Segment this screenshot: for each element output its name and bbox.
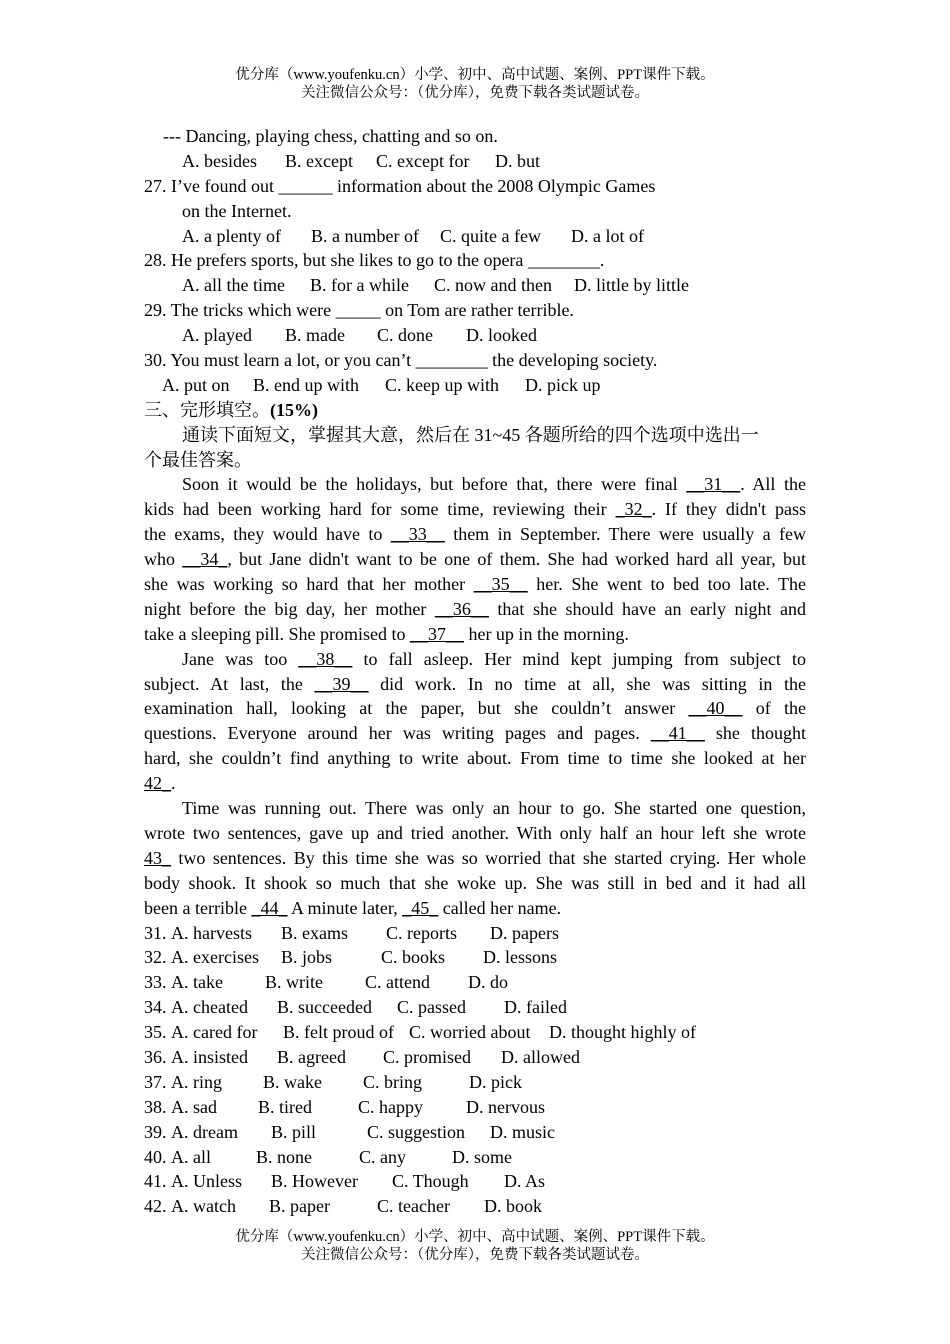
answer-option-c: C. teacher <box>377 1196 450 1217</box>
answer-option-b: B. agreed <box>277 1046 346 1067</box>
answer-option-b: B. wake <box>263 1071 322 1092</box>
answer-option-a: A. watch <box>171 1196 236 1217</box>
passage-p2-line-6: 42_. <box>144 773 176 794</box>
q29-option-c: C. done <box>377 325 433 346</box>
answer-options-row <box>144 995 806 1020</box>
q29-option-d: D. looked <box>466 325 537 346</box>
q27-option-d: D. a lot of <box>571 225 644 246</box>
answer-option-b: B. none <box>256 1146 312 1167</box>
answer-option-c: C. Though <box>392 1171 469 1192</box>
answer-option-a: A. ring <box>171 1071 222 1092</box>
answer-option-b: B. tired <box>258 1096 312 1117</box>
q26-option-d: D. but <box>495 150 540 171</box>
footer-line-1: 优分库（www.youfenku.cn）小学、初中、高中试题、案例、PPT课件下载。 <box>235 1229 715 1245</box>
question-number: 38. <box>144 1096 167 1117</box>
passage-p3-line-3: 43_ two sentences. By this time she was so worried that she started crying. Her whole <box>144 847 806 868</box>
q26-option-b: B. except <box>285 150 353 171</box>
section3-title-text: 三、完形填空。 <box>144 399 270 420</box>
q27-stem-cont: on the Internet. <box>182 200 292 221</box>
blank-42: 42_ <box>144 773 171 794</box>
answer-options-row <box>144 945 806 970</box>
q28-option-c: C. now and then <box>434 275 552 296</box>
q27-option-b: B. a number of <box>311 225 419 246</box>
answer-option-b: B. However <box>271 1171 358 1192</box>
answer-option-c: C. bring <box>363 1071 423 1092</box>
answer-option-c: C. promised <box>383 1046 471 1067</box>
blank-36: __36__ <box>434 598 489 619</box>
passage-p1-line-5: she was working so hard that her mother __35__ her. She went to bed too late. The <box>144 574 806 595</box>
answer-option-a: A. exercises <box>171 947 259 968</box>
q28-option-a: A. all the time <box>182 275 285 296</box>
answer-option-a: A. sad <box>171 1096 217 1117</box>
answer-option-c: C. any <box>359 1146 406 1167</box>
page-footer <box>0 1228 950 1264</box>
blank-34: __34_ <box>182 549 228 570</box>
exam-content <box>144 124 806 1219</box>
answer-options-row <box>144 1120 806 1145</box>
answer-options-row <box>144 1045 806 1070</box>
q26-options <box>144 149 806 174</box>
passage-p2-line-4: questions. Everyone around her was writing pages and pages. __41__ she thought <box>144 723 806 744</box>
q28-option-b: B. for a while <box>310 275 409 296</box>
q28-stem: 28. He prefers sports, but she likes to go to the opera ________. <box>144 250 605 271</box>
answer-options-row <box>144 1169 806 1194</box>
answer-option-a: A. cheated <box>171 997 248 1018</box>
answer-options-row <box>144 1070 806 1095</box>
question-number: 34. <box>144 997 167 1018</box>
answer-option-a: A. insisted <box>171 1046 249 1067</box>
answer-option-d: D. do <box>468 972 508 993</box>
answer-option-b: B. jobs <box>281 947 333 968</box>
answer-option-b: B. exams <box>281 922 348 943</box>
blank-37: __37__ <box>409 623 464 644</box>
answer-options-row <box>144 1145 806 1170</box>
q30-stem: 30. You must learn a lot, or you can’t ________ the developing society. <box>144 350 658 371</box>
passage-p2-line-3: examination hall, looking at the paper, but she couldn’t answer __40__ of the <box>144 698 806 719</box>
answer-option-d: D. music <box>490 1121 555 1142</box>
answer-options-row <box>144 970 806 995</box>
q29-stem: 29. The tricks which were _____ on Tom are rather terrible. <box>144 300 574 321</box>
passage-p1-line-6: night before the big day, her mother __36__ that she should have an early night and <box>144 598 806 619</box>
answer-option-d: D. lessons <box>483 947 558 968</box>
answer-option-c: C. books <box>381 947 446 968</box>
answer-option-d: D. papers <box>490 922 559 943</box>
header-line-1: 优分库（www.youfenku.cn）小学、初中、高中试题、案例、PPT课件下载。 <box>235 67 715 83</box>
section3-title <box>144 398 806 423</box>
question-number: 37. <box>144 1071 167 1092</box>
question-number: 42. <box>144 1196 167 1217</box>
section3-instruction-2: 个最佳答案。 <box>144 449 252 470</box>
blank-43: 43_ <box>144 847 171 868</box>
answer-option-b: B. felt proud of <box>283 1022 394 1043</box>
answer-options-row <box>144 1194 806 1219</box>
passage-p2-line-1: Jane was too __38__ to fall asleep. Her mind kept jumping from subject to <box>182 648 806 669</box>
passage-p1-line-2: kids had been working hard for some time, reviewing their _32_. If they didn't pass <box>144 499 806 520</box>
section3-instruction-1: 通读下面短文，掌握其大意，然后在 31~45 各题所给的四个选项中选出一 <box>182 424 759 445</box>
q30-options <box>144 373 806 398</box>
answer-option-d: D. allowed <box>501 1046 580 1067</box>
answer-option-c: C. passed <box>397 997 466 1018</box>
answer-option-c: C. happy <box>358 1096 423 1117</box>
blank-44: _44_ <box>251 897 288 918</box>
q28-options <box>144 273 806 298</box>
blank-35: __35__ <box>473 574 528 595</box>
blank-41: __41__ <box>650 723 705 744</box>
passage-p2-line-2: subject. At last, the __39__ did work. In no time at all, she was sitting in the <box>144 673 806 694</box>
passage-p1-line-3: the exams, they would have to __33__ them in September. There were usually a few <box>144 524 806 545</box>
answer-option-a: A. harvests <box>171 922 252 943</box>
blank-45: _45_ <box>402 897 439 918</box>
question-number: 36. <box>144 1046 167 1067</box>
q26-option-c: C. except for <box>376 150 470 171</box>
passage-p3-line-5: been a terrible _44_ A minute later, _45_ called her name. <box>144 897 562 918</box>
section3-score: (15%) <box>270 399 318 420</box>
passage-p3-line-2: wrote two sentences, gave up and tried another. With only half an hour left she wrote <box>144 822 806 843</box>
blank-40: __40__ <box>688 698 743 719</box>
answer-options-row <box>144 921 806 946</box>
q28-option-d: D. little by little <box>574 275 689 296</box>
blank-33: __33__ <box>390 524 445 545</box>
answer-option-c: C. reports <box>386 922 457 943</box>
answer-option-a: A. take <box>171 972 223 993</box>
question-number: 39. <box>144 1121 167 1142</box>
answer-option-d: D. nervous <box>466 1096 545 1117</box>
q29-option-b: B. made <box>285 325 345 346</box>
answer-option-d: D. some <box>452 1146 512 1167</box>
blank-39: __39__ <box>314 673 369 694</box>
answer-option-b: B. succeeded <box>277 997 372 1018</box>
q30-option-c: C. keep up with <box>385 374 499 395</box>
answer-option-c: C. suggestion <box>367 1121 466 1142</box>
q30-option-b: B. end up with <box>253 374 359 395</box>
q27-options <box>144 224 806 249</box>
question-number: 33. <box>144 972 167 993</box>
passage-p3-line-4: body shook. It shook so much that she woke up. She was still in bed and it had all <box>144 872 806 893</box>
q26-option-a: A. besides <box>182 150 257 171</box>
footer-line-2: 关注微信公众号：（优分库），免费下载各类试题试卷。 <box>301 1247 649 1263</box>
answer-option-a: A. cared for <box>171 1022 258 1043</box>
question-number: 32. <box>144 947 167 968</box>
answer-option-d: D. pick <box>469 1071 522 1092</box>
answer-option-c: C. worried about <box>409 1022 531 1043</box>
answer-option-d: D. thought highly of <box>549 1022 696 1043</box>
answer-option-b: B. write <box>265 972 323 993</box>
passage-p1-line-4: who __34_, but Jane didn't want to be one of them. She had worked hard all year, but <box>144 549 806 570</box>
passage-p1-line-1: Soon it would be the holidays, but before that, there were final __31__. All the <box>182 474 806 495</box>
question-number: 35. <box>144 1022 167 1043</box>
q29-options <box>144 323 806 348</box>
q29-option-a: A. played <box>182 325 252 346</box>
passage-p1-line-7: take a sleeping pill. She promised to __37__ her up in the morning. <box>144 623 629 644</box>
answer-option-b: B. pill <box>271 1121 317 1142</box>
question-number: 40. <box>144 1146 167 1167</box>
q27-stem: 27. I’ve found out ______ information about the 2008 Olympic Games <box>144 175 656 196</box>
answer-option-a: A. dream <box>171 1121 238 1142</box>
passage-p3-line-1: Time was running out. There was only an hour to go. She started one question, <box>182 798 806 819</box>
q27-option-c: C. quite a few <box>440 225 541 246</box>
answer-options-row <box>144 1095 806 1120</box>
answer-option-d: D. As <box>504 1171 546 1192</box>
answer-options-row <box>144 1020 806 1045</box>
question-number: 41. <box>144 1171 167 1192</box>
header-line-2: 关注微信公众号：（优分库），免费下载各类试题试卷。 <box>301 85 649 101</box>
q30-option-a: A. put on <box>162 374 230 395</box>
q30-option-d: D. pick up <box>525 374 601 395</box>
answer-option-a: A. Unless <box>171 1171 242 1192</box>
blank-31: __31__ <box>686 474 741 495</box>
blank-32: _32_ <box>615 499 652 520</box>
answer-option-c: C. attend <box>365 972 430 993</box>
page-header <box>0 66 950 102</box>
answer-option-d: D. failed <box>504 997 567 1018</box>
q27-option-a: A. a plenty of <box>182 225 281 246</box>
blank-38: __38__ <box>298 648 353 669</box>
answer-options-list <box>144 921 806 1220</box>
passage-p2-line-5: hard, she couldn’t find anything to write about. From time to time she looked at her <box>144 748 806 769</box>
q26-answer-line: --- Dancing, playing chess, chatting and so on. <box>163 126 498 146</box>
answer-option-a: A. all <box>171 1146 211 1167</box>
answer-option-d: D. book <box>484 1196 542 1217</box>
answer-option-b: B. paper <box>269 1196 330 1217</box>
question-number: 31. <box>144 922 167 943</box>
